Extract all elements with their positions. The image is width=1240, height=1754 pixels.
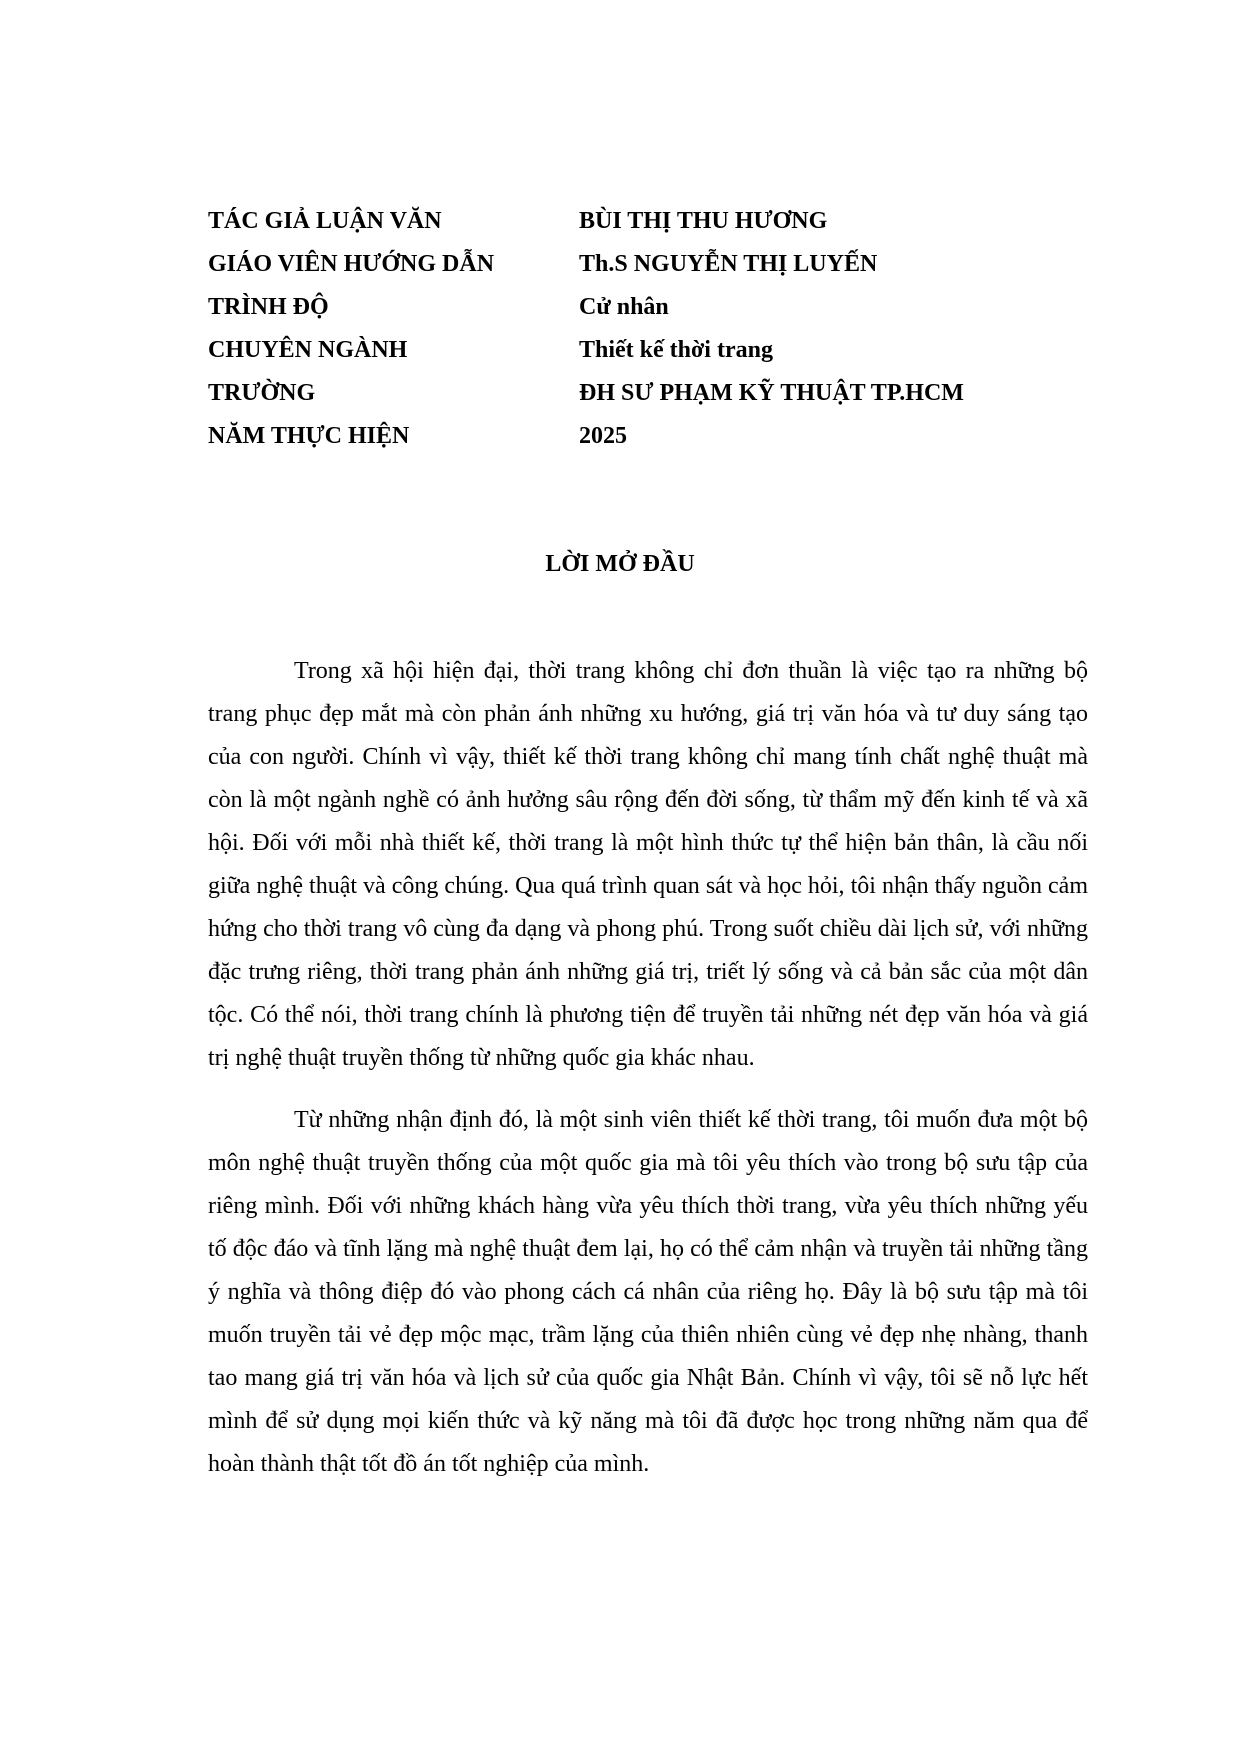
info-row-year <box>208 415 1108 458</box>
info-value: Cử nhân <box>579 294 669 320</box>
info-row-major <box>208 329 1108 372</box>
info-value: BÙI THỊ THU HƯƠNG <box>579 208 828 234</box>
thesis-info-table <box>208 200 1108 458</box>
info-label: TRƯỜNG <box>208 380 316 406</box>
info-label: TRÌNH ĐỘ <box>208 294 329 320</box>
info-label: NĂM THỰC HIỆN <box>208 423 410 449</box>
info-row-level <box>208 286 1108 329</box>
info-label: TÁC GIẢ LUẬN VĂN <box>208 208 442 234</box>
info-value: Thiết kế thời trang <box>579 337 773 363</box>
preface-body <box>208 650 1088 1486</box>
info-value: 2025 <box>579 423 627 449</box>
info-label: GIÁO VIÊN HƯỚNG DẪN <box>208 251 495 277</box>
info-value: Th.S NGUYỄN THỊ LUYẾN <box>579 251 878 277</box>
preface-title: LỜI MỞ ĐẦU <box>545 551 695 577</box>
info-row-advisor <box>208 243 1108 286</box>
preface-paragraph: Trong xã hội hiện đại, thời trang không chỉ đơn thuần là việc tạo ra những bộ trang phục đẹp mắt mà còn phản ánh những xu hướng, giá trị văn hóa và tư duy sáng tạo của con người. Chính vì vậy, thiết kế thời trang không chỉ mang tính chất nghệ thuật mà còn là một ngành nghề có ảnh hưởng sâu rộng đến đời sống, từ thẩm mỹ đến kinh tế và xã hội. Đối với mỗi nhà thiết kế, thời trang là một hình thức tự thể hiện bản thân, là cầu nối giữa nghệ thuật và công chúng. Qua quá trình quan sát và học hỏi, tôi nhận thấy nguồn cảm hứng cho thời trang vô cùng đa dạng và phong phú. Trong suốt chiều dài lịch sử, với những đặc trưng riêng, thời trang phản ánh những giá trị, triết lý sống và cả bản sắc của một dân tộc. Có thể nói, thời trang chính là phương tiện để truyền tải những nét đẹp văn hóa và giá trị nghệ thuật truyền thống từ những quốc gia khác nhau. <box>208 658 1088 1071</box>
info-row-school <box>208 372 1108 415</box>
info-value: ĐH SƯ PHẠM KỸ THUẬT TP.HCM <box>579 380 964 406</box>
info-label: CHUYÊN NGÀNH <box>208 337 408 363</box>
preface-paragraph: Từ những nhận định đó, là một sinh viên thiết kế thời trang, tôi muốn đưa một bộ môn nghệ thuật truyền thống của một quốc gia mà tôi yêu thích vào trong bộ sưu tập của riêng mình. Đối với những khách hàng vừa yêu thích thời trang, vừa yêu thích những yếu tố độc đáo và tĩnh lặng mà nghệ thuật đem lại, họ có thể cảm nhận và truyền tải những tầng ý nghĩa và thông điệp đó vào phong cách cá nhân của riêng họ. Đây là bộ sưu tập mà tôi muốn truyền tải vẻ đẹp mộc mạc, trầm lặng của thiên nhiên cùng vẻ đẹp nhẹ nhàng, thanh tao mang giá trị văn hóa và lịch sử của quốc gia Nhật Bản. Chính vì vậy, tôi sẽ nỗ lực hết mình để sử dụng mọi kiến thức và kỹ năng mà tôi đã được học trong những năm qua để hoàn thành thật tốt đồ án tốt nghiệp của mình. <box>208 1107 1088 1477</box>
info-row-author <box>208 200 1108 243</box>
